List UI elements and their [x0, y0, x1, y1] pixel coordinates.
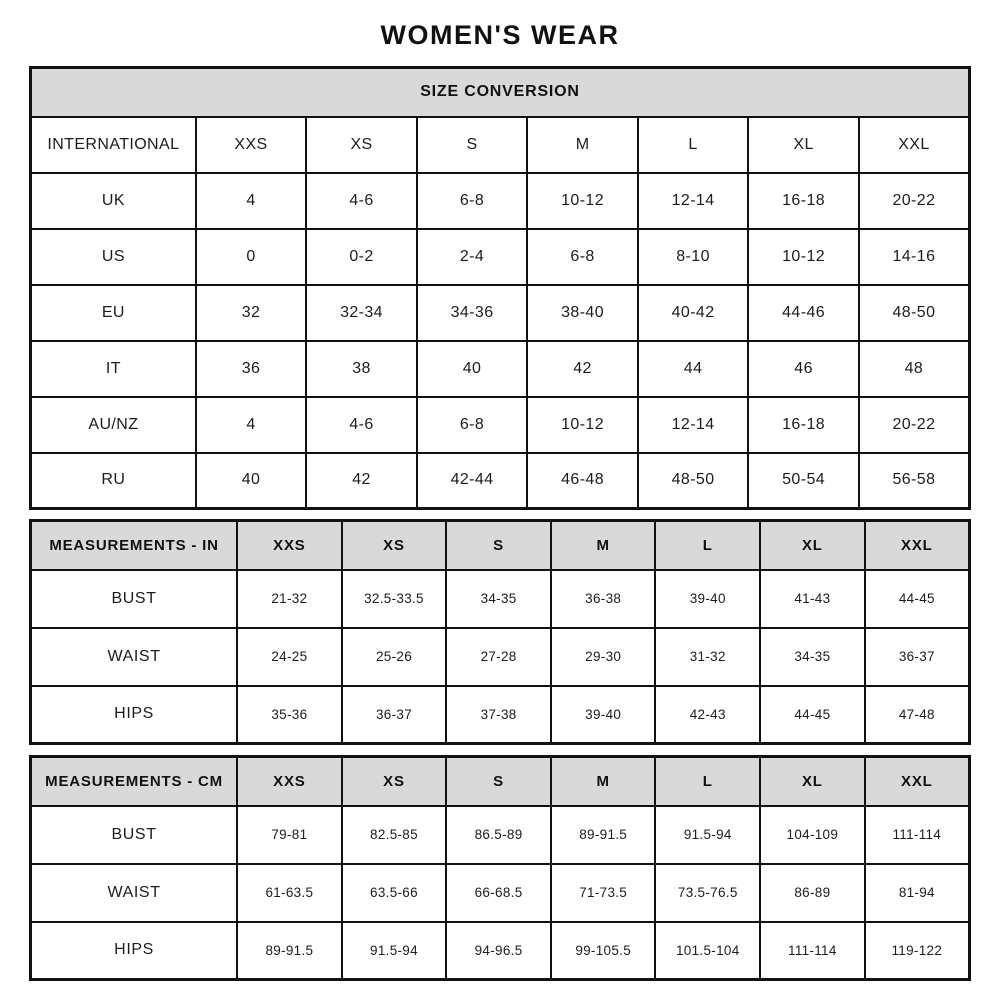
value-cell: 37-38	[446, 686, 551, 744]
value-cell: 42-43	[655, 686, 760, 744]
size-conversion-body	[31, 68, 970, 509]
row-label: WAIST	[31, 864, 238, 922]
table-row	[31, 864, 970, 922]
value-cell: 89-91.5	[237, 922, 342, 980]
value-cell: 48-50	[638, 453, 749, 509]
value-cell: 39-40	[551, 686, 656, 744]
size-header-cell: S	[446, 757, 551, 806]
table-row	[31, 521, 970, 570]
value-cell: 40	[417, 341, 528, 397]
value-cell: 104-109	[760, 806, 865, 864]
size-header-cell: XL	[760, 521, 865, 570]
size-header-cell: XXL	[865, 521, 970, 570]
page-title: WOMEN'S WEAR	[380, 20, 620, 50]
size-header-cell: XXL	[865, 757, 970, 806]
size-header-cell: XXS	[237, 521, 342, 570]
value-cell: 6-8	[417, 397, 528, 453]
table-row	[31, 570, 970, 628]
measurements-in-body	[31, 521, 970, 744]
table-row	[31, 117, 970, 173]
value-cell: 10-12	[527, 173, 638, 229]
value-cell: 61-63.5	[237, 864, 342, 922]
value-cell: 36-37	[342, 686, 447, 744]
value-cell: 20-22	[859, 173, 970, 229]
value-cell: M	[527, 117, 638, 173]
value-cell: 12-14	[638, 397, 749, 453]
value-cell: 25-26	[342, 628, 447, 686]
size-header-cell: M	[551, 521, 656, 570]
row-label: RU	[31, 453, 196, 509]
value-cell: 16-18	[748, 397, 859, 453]
row-label: HIPS	[31, 686, 238, 744]
value-cell: 66-68.5	[446, 864, 551, 922]
value-cell: 111-114	[760, 922, 865, 980]
row-label: AU/NZ	[31, 397, 196, 453]
value-cell: 73.5-76.5	[655, 864, 760, 922]
value-cell: 44-45	[760, 686, 865, 744]
size-header-cell: XS	[342, 521, 447, 570]
value-cell: 21-32	[237, 570, 342, 628]
table-row	[31, 686, 970, 744]
size-header-cell: L	[655, 521, 760, 570]
value-cell: XXS	[196, 117, 307, 173]
value-cell: 71-73.5	[551, 864, 656, 922]
value-cell: XXL	[859, 117, 970, 173]
row-label: EU	[31, 285, 196, 341]
value-cell: S	[417, 117, 528, 173]
value-cell: 48	[859, 341, 970, 397]
value-cell: 14-16	[859, 229, 970, 285]
value-cell: 99-105.5	[551, 922, 656, 980]
size-header-cell: L	[655, 757, 760, 806]
table-row	[31, 453, 970, 509]
value-cell: 29-30	[551, 628, 656, 686]
value-cell: 46-48	[527, 453, 638, 509]
value-cell: 0-2	[306, 229, 417, 285]
value-cell: 12-14	[638, 173, 749, 229]
value-cell: 42	[306, 453, 417, 509]
value-cell: 79-81	[237, 806, 342, 864]
value-cell: 39-40	[655, 570, 760, 628]
value-cell: 10-12	[527, 397, 638, 453]
value-cell: 36-38	[551, 570, 656, 628]
size-header-cell: XXS	[237, 757, 342, 806]
table-title: MEASUREMENTS - CM	[31, 757, 238, 806]
table-title: MEASUREMENTS - IN	[31, 521, 238, 570]
value-cell: 40	[196, 453, 307, 509]
row-label: WAIST	[31, 628, 238, 686]
value-cell: 0	[196, 229, 307, 285]
value-cell: 89-91.5	[551, 806, 656, 864]
value-cell: 119-122	[865, 922, 970, 980]
table-title: SIZE CONVERSION	[31, 68, 970, 117]
size-header-cell: XL	[760, 757, 865, 806]
table-row	[31, 285, 970, 341]
table-row	[31, 922, 970, 980]
value-cell: 44-45	[865, 570, 970, 628]
value-cell: 48-50	[859, 285, 970, 341]
value-cell: 42	[527, 341, 638, 397]
value-cell: 94-96.5	[446, 922, 551, 980]
value-cell: 86.5-89	[446, 806, 551, 864]
value-cell: XS	[306, 117, 417, 173]
row-label: IT	[31, 341, 196, 397]
value-cell: 34-36	[417, 285, 528, 341]
value-cell: 44	[638, 341, 749, 397]
table-row	[31, 397, 970, 453]
row-label: BUST	[31, 806, 238, 864]
value-cell: 32-34	[306, 285, 417, 341]
value-cell: 91.5-94	[655, 806, 760, 864]
value-cell: 6-8	[527, 229, 638, 285]
value-cell: 91.5-94	[342, 922, 447, 980]
row-label: UK	[31, 173, 196, 229]
value-cell: XL	[748, 117, 859, 173]
value-cell: 38	[306, 341, 417, 397]
value-cell: 8-10	[638, 229, 749, 285]
value-cell: 34-35	[446, 570, 551, 628]
value-cell: 44-46	[748, 285, 859, 341]
measurements-cm-table	[29, 755, 971, 981]
value-cell: 32	[196, 285, 307, 341]
value-cell: L	[638, 117, 749, 173]
value-cell: 46	[748, 341, 859, 397]
value-cell: 10-12	[748, 229, 859, 285]
value-cell: 36-37	[865, 628, 970, 686]
value-cell: 63.5-66	[342, 864, 447, 922]
value-cell: 111-114	[865, 806, 970, 864]
size-header-cell: S	[446, 521, 551, 570]
table-row	[31, 341, 970, 397]
row-label: HIPS	[31, 922, 238, 980]
value-cell: 86-89	[760, 864, 865, 922]
value-cell: 4-6	[306, 173, 417, 229]
table-row	[31, 173, 970, 229]
measurements-cm-body	[31, 757, 970, 980]
value-cell: 4-6	[306, 397, 417, 453]
value-cell: 40-42	[638, 285, 749, 341]
value-cell: 50-54	[748, 453, 859, 509]
table-row	[31, 229, 970, 285]
table-row	[31, 806, 970, 864]
table-row	[31, 68, 970, 117]
table-row	[31, 757, 970, 806]
value-cell: 2-4	[417, 229, 528, 285]
value-cell: 6-8	[417, 173, 528, 229]
table-row	[31, 628, 970, 686]
value-cell: 20-22	[859, 397, 970, 453]
size-header-cell: XS	[342, 757, 447, 806]
row-label: INTERNATIONAL	[31, 117, 196, 173]
row-label: US	[31, 229, 196, 285]
value-cell: 82.5-85	[342, 806, 447, 864]
value-cell: 16-18	[748, 173, 859, 229]
value-cell: 4	[196, 173, 307, 229]
size-conversion-table	[29, 66, 971, 510]
value-cell: 38-40	[527, 285, 638, 341]
value-cell: 56-58	[859, 453, 970, 509]
measurements-in-table	[29, 519, 971, 745]
value-cell: 4	[196, 397, 307, 453]
value-cell: 81-94	[865, 864, 970, 922]
value-cell: 41-43	[760, 570, 865, 628]
value-cell: 47-48	[865, 686, 970, 744]
value-cell: 35-36	[237, 686, 342, 744]
value-cell: 36	[196, 341, 307, 397]
value-cell: 32.5-33.5	[342, 570, 447, 628]
value-cell: 101.5-104	[655, 922, 760, 980]
value-cell: 42-44	[417, 453, 528, 509]
value-cell: 24-25	[237, 628, 342, 686]
value-cell: 27-28	[446, 628, 551, 686]
size-header-cell: M	[551, 757, 656, 806]
value-cell: 34-35	[760, 628, 865, 686]
row-label: BUST	[31, 570, 238, 628]
value-cell: 31-32	[655, 628, 760, 686]
